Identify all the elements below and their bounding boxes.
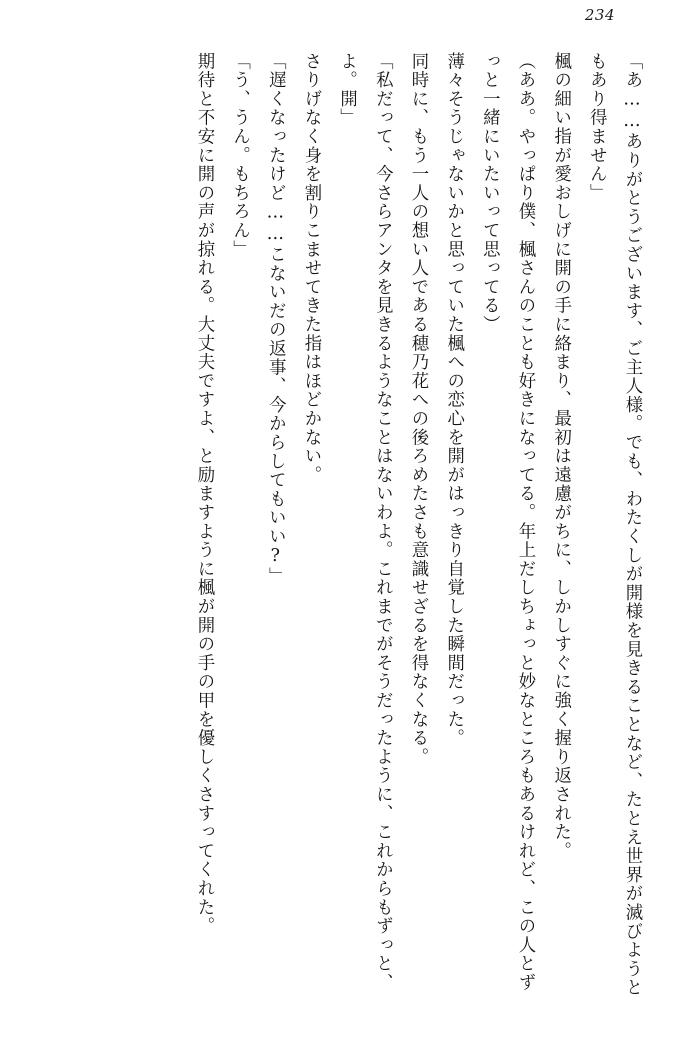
paragraph: 期待と不安に開の声が掠れる。大丈夫ですよ、と励ますように楓が開の手の甲を優しくさすってくれた。	[193, 52, 214, 936]
paragraph: 薄々そうじゃないかと思っていた楓への恋心を開がはっきり自覚した瞬間だった。	[443, 52, 464, 748]
paragraph: 楓の細い指が愛おしげに開の手に絡まり、最初は遠慮がちに、しかしすぐに強く握り返された。	[550, 52, 571, 861]
paragraph: 「う、うん。もちろん」	[229, 52, 250, 259]
page-body-text	[34, 52, 649, 1000]
paragraph: （ああ。やっぱり僕、楓さんのことも好きになってる。年上だしちょっと妙なところもあるけれど、この人とずっと一緒にいたいって思ってる）	[479, 52, 535, 992]
paragraph: 「遅くなったけど……こないだの返事、今からしてもいい?」	[265, 52, 286, 587]
paragraph: 「私だって、今さらアンタを見きるようなことはないわよ。これまでがそうだったように、これからもずっと、よ。開」	[336, 52, 393, 992]
page-number: 234	[584, 6, 615, 24]
paragraph: 「あ……ありがとうございます、ご主人様。でも、わたくしが開様を見きることなど、たとえ世界が滅びようともあり得ません」	[586, 52, 642, 998]
paragraph: 同時に、もう一人の想い人である穂乃花への後ろめたさも意識せざるを得なくなる。	[407, 52, 428, 767]
paragraph: さりげなく身を割りこませてきた指はほどかない。	[300, 52, 321, 485]
